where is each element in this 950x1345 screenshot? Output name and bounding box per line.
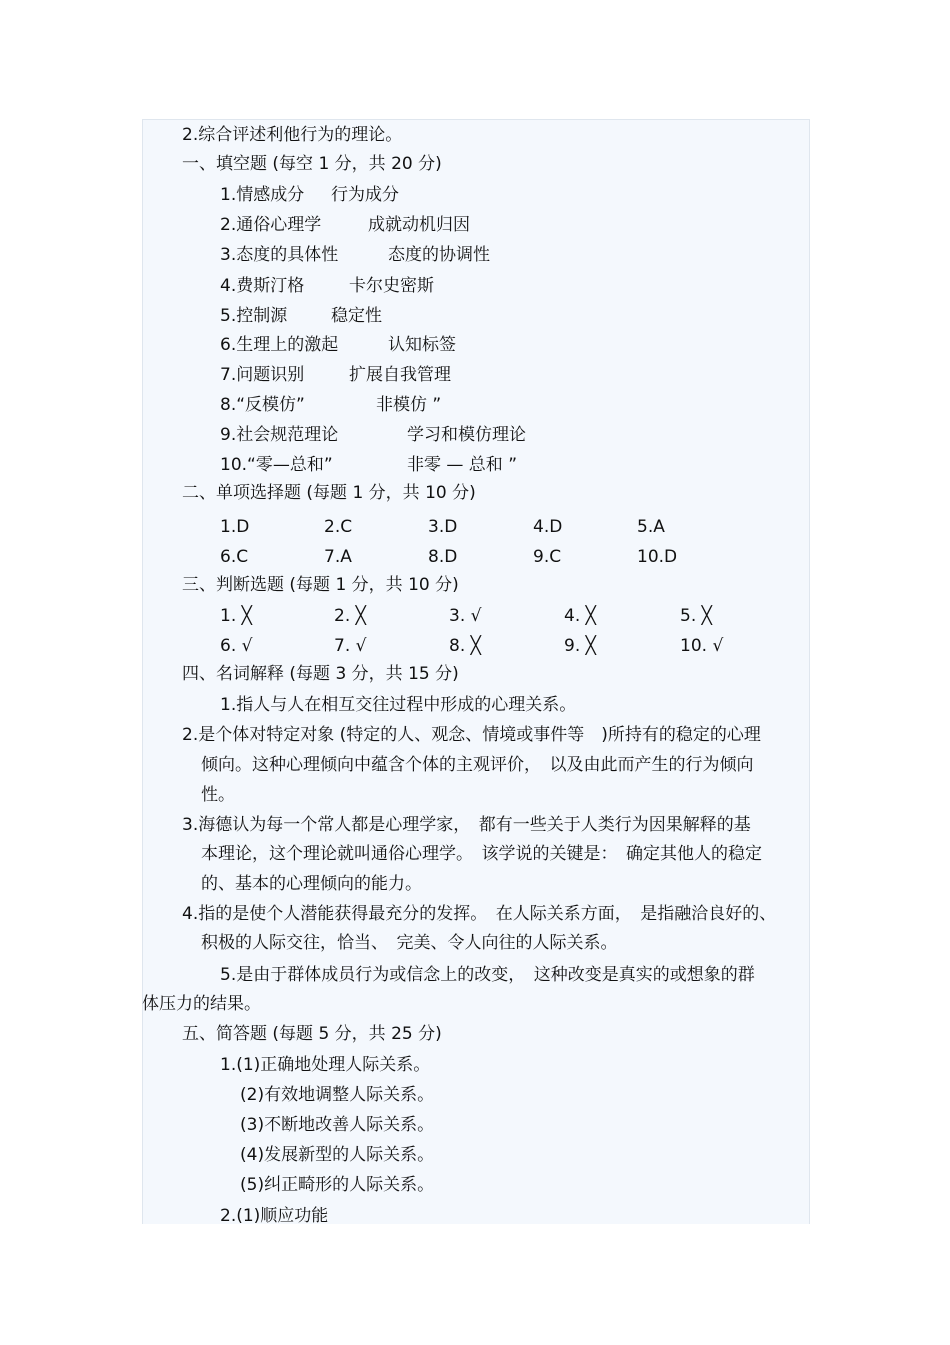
definition-line: 本理论，这个理论就叫通俗心理学。 该学说的关键是： 确定其他人的稳定 bbox=[201, 844, 762, 864]
judgement-answer: 2. ╳ bbox=[334, 606, 366, 626]
fill-answer-4a: 4.费斯汀格 bbox=[220, 276, 305, 296]
answer-point: (3)不断地改善人际关系。 bbox=[240, 1115, 435, 1135]
choice-answer: 8.D bbox=[428, 547, 458, 567]
choice-answer: 6.C bbox=[220, 547, 249, 567]
choice-answer: 2.C bbox=[324, 517, 353, 537]
section-3-heading: 三、判断选题 (每题 1 分，共 10 分) bbox=[182, 575, 459, 595]
choice-answer: 5.A bbox=[637, 517, 665, 537]
fill-answer-7a: 7.问题识别 bbox=[220, 365, 305, 385]
definition-line: 5.是由于群体成员行为或信念上的改变， 这种改变是真实的或想象的群 bbox=[220, 965, 755, 985]
fill-answer-6b: 认知标签 bbox=[388, 335, 456, 355]
section-5-heading: 五、简答题 (每题 5 分，共 25 分) bbox=[182, 1024, 442, 1044]
definition-line: 的、基本的心理倾向的能力。 bbox=[201, 874, 422, 894]
fill-answer-7b: 扩展自我管理 bbox=[349, 365, 451, 385]
judgement-answer: 5. ╳ bbox=[680, 606, 712, 626]
answer-point: 1.(1)正确地处理人际关系。 bbox=[220, 1055, 431, 1075]
short-answer-2-first-point: 2.(1)顺应功能 bbox=[220, 1206, 329, 1226]
choice-answer: 7.A bbox=[324, 547, 352, 567]
definition-line: 性。 bbox=[201, 785, 235, 805]
judgement-answer: 1. ╳ bbox=[220, 606, 252, 626]
definition-line: 体压力的结果。 bbox=[142, 994, 261, 1014]
section-2-heading: 二、单项选择题 (每题 1 分，共 10 分) bbox=[182, 483, 476, 503]
fill-answer-8b: 非模仿 ” bbox=[376, 395, 442, 415]
judgement-answer: 9. ╳ bbox=[564, 636, 596, 656]
choice-answer: 1.D bbox=[220, 517, 250, 537]
choice-answer: 9.C bbox=[533, 547, 562, 567]
judgement-answer: 7. √ bbox=[334, 636, 367, 656]
fill-answer-3b: 态度的协调性 bbox=[388, 245, 490, 265]
fill-answer-2a: 2.通俗心理学 bbox=[220, 215, 322, 235]
choice-answer: 4.D bbox=[533, 517, 563, 537]
definition-line: 4.指的是使个人潜能获得最充分的发挥。 在人际关系方面， 是指融洽良好的、 bbox=[182, 904, 777, 924]
fill-answer-1b: 行为成分 bbox=[331, 185, 399, 205]
fill-answer-6a: 6.生理上的激起 bbox=[220, 335, 339, 355]
fill-answer-10b: 非零 — 总和 ” bbox=[407, 455, 518, 475]
fill-answer-8a: 8.“反模仿” bbox=[220, 395, 305, 415]
term-definition-1: 1.指人与人在相互交往过程中形成的心理关系。 bbox=[220, 695, 577, 715]
definition-line: 倾向。这种心理倾向中蕴含个体的主观评价， 以及由此而产生的行为倾向 bbox=[201, 755, 754, 775]
choice-answer: 10.D bbox=[637, 547, 678, 567]
intro-line: 2.综合评述利他行为的理论。 bbox=[182, 125, 403, 145]
fill-answer-4b: 卡尔史密斯 bbox=[349, 276, 434, 296]
judgement-answer: 3. √ bbox=[449, 606, 482, 626]
answer-point: (4)发展新型的人际关系。 bbox=[240, 1145, 435, 1165]
fill-answer-9b: 学习和模仿理论 bbox=[407, 425, 526, 445]
fill-answer-5a: 5.控制源 bbox=[220, 306, 288, 326]
section-4-heading: 四、名词解释 (每题 3 分，共 15 分) bbox=[182, 664, 459, 684]
fill-answer-1a: 1.情感成分 bbox=[220, 185, 305, 205]
fill-answer-5b: 稳定性 bbox=[331, 306, 382, 326]
definition-line: 积极的人际交往，恰当、 完美、令人向往的人际关系。 bbox=[201, 933, 618, 953]
judgement-answer: 6. √ bbox=[220, 636, 253, 656]
fill-answer-10a: 10.“零—总和” bbox=[220, 455, 333, 475]
answer-point: (5)纠正畸形的人际关系。 bbox=[240, 1175, 435, 1195]
definition-line: 3.海德认为每一个常人都是心理学家， 都有一些关于人类行为因果解释的基 bbox=[182, 815, 751, 835]
judgement-answer: 4. ╳ bbox=[564, 606, 596, 626]
section-1-heading: 一、填空题 (每空 1 分，共 20 分) bbox=[182, 154, 442, 174]
definition-line: 2.是个体对特定对象 (特定的人、观念、情境或事件等 )所持有的稳定的心理 bbox=[182, 725, 761, 745]
answer-point: (2)有效地调整人际关系。 bbox=[240, 1085, 435, 1105]
fill-answer-3a: 3.态度的具体性 bbox=[220, 245, 339, 265]
judgement-answer: 8. ╳ bbox=[449, 636, 481, 656]
choice-answer: 3.D bbox=[428, 517, 458, 537]
judgement-answer: 10. √ bbox=[680, 636, 724, 656]
fill-answer-9a: 9.社会规范理论 bbox=[220, 425, 339, 445]
fill-answer-2b: 成就动机归因 bbox=[368, 215, 470, 235]
